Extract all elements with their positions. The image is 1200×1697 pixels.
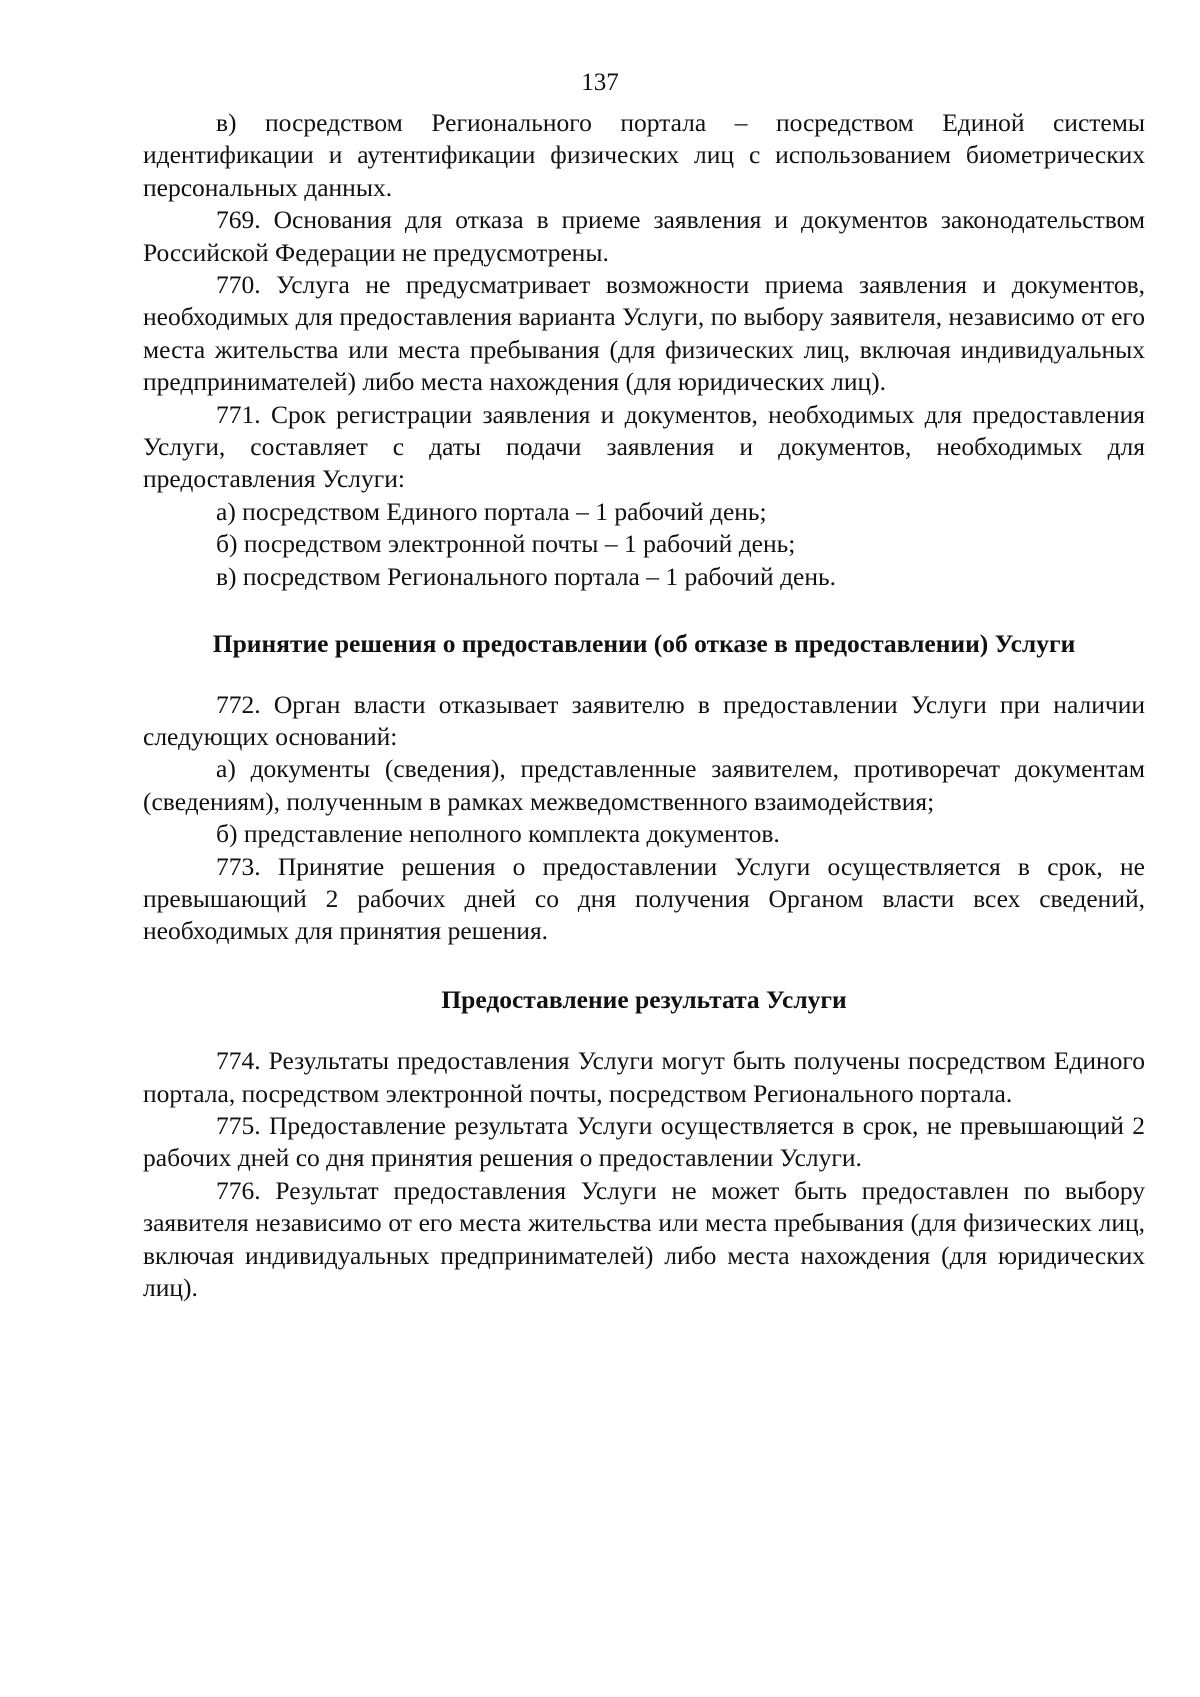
paragraph-772: 772. Орган власти отказывает заявителю в предоставлении Услуги при наличии следующих оснований: [143, 689, 1145, 751]
paragraph-776: 776. Результат предоставления Услуги не может быть предоставлен по выбору заявителя независимо от его места жительства или места пребывания (для физических лиц, включая индивидуальных предпринимателей) либо места нахождения (для юридических лиц). [143, 1175, 1145, 1302]
document-body [143, 107, 1145, 1304]
paragraph-773: 773. Принятие решения о предоставлении Услуги осуществляется в срок, не превышающий 2 рабочих дней со дня получения Органом власти всех сведений, необходимых для принятия решения. [143, 851, 1145, 946]
paragraph-772-b: б) представление неполного комплекта документов. [216, 819, 780, 849]
paragraph-774: 774. Результаты предоставления Услуги могут быть получены посредством Единого портала, посредством электронной почты, посредством Регионального портала. [143, 1046, 1145, 1108]
paragraph-769: 769. Основания для отказа в приеме заявления и документов законодательством Российской Федерации не предусмотрены. [143, 205, 1145, 267]
paragraph-771-a: а) посредством Единого портала – 1 рабочий день; [216, 496, 767, 526]
paragraph-771: 771. Срок регистрации заявления и документов, необходимых для предоставления Услуги, составляет с даты подачи заявления и документов, необходимых для предоставления Услуги: [143, 399, 1145, 494]
paragraph-771-v: в) посредством Регионального портала – 1 рабочий день. [216, 561, 837, 591]
paragraph-775: 775. Предоставление результата Услуги осуществляется в срок, не превышающий 2 рабочих дней со дня принятия решения о предоставлении Услуги. [143, 1110, 1145, 1173]
section-heading-result: Предоставление результата Услуги [441, 984, 847, 1014]
page-number: 137 [581, 69, 619, 96]
section-heading-decision: Принятие решения о предоставлении (об отказе в предоставлении) Услуги [212, 629, 1076, 659]
paragraph-770: 770. Услуга не предусматривает возможности приема заявления и документов, необходимых для предоставления варианта Услуги, по выбору заявителя, независимо от его места жительства или места пребывания (для физических лиц, включая индивидуальных предпринимателей) либо места нахождения (для юридических лиц). [143, 270, 1145, 397]
paragraph-772-a: а) документы (сведения), представленные заявителем, противоречат документам (сведениям), полученным в рамках межведомственного взаимодействия; [143, 754, 1145, 816]
paragraph-768-v: в) посредством Регионального портала – посредством Единой системы идентификации и аутентификации физических лиц с использованием биометрических персональных данных. [143, 108, 1145, 202]
paragraph-771-b: б) посредством электронной почты – 1 рабочий день; [216, 529, 796, 559]
